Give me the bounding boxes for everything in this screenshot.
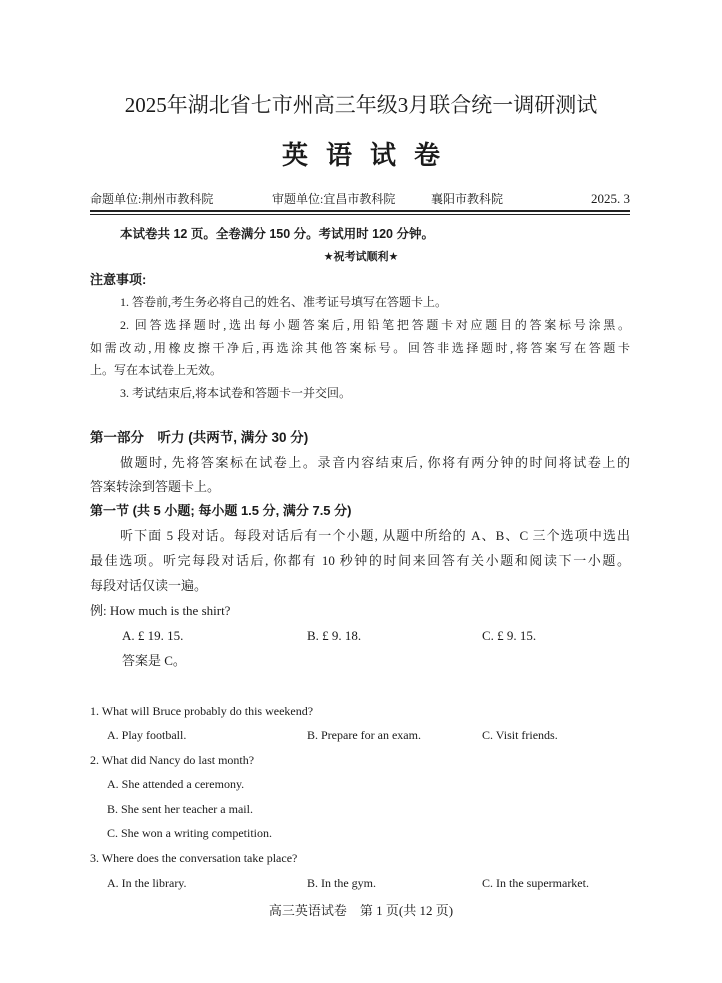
q1-option-a: A. Play football. — [107, 728, 187, 742]
q2-option-b: B. She sent her teacher a mail. — [107, 802, 253, 816]
part1-instruction-2: 答案转涂到答题卡上。 — [90, 479, 221, 494]
part1-heading: 第一部分 听力 (共两节, 满分 30 分) — [90, 430, 309, 445]
question-3: 3. Where does the conversation take place? — [90, 851, 298, 865]
q2-option-c: C. She won a writing competition. — [107, 826, 272, 840]
example-option-a: A. £ 19. 15. — [122, 628, 184, 643]
section1-instr-1: 听下面 5 段对话。每段对话后有一个小题, 从题中所给的 A、B、C 三个选项中选出 — [120, 528, 630, 543]
example-option-c: C. £ 9. 15. — [482, 628, 537, 643]
q1-option-b: B. Prepare for an exam. — [307, 728, 421, 742]
subject-title: 英语试卷 — [281, 141, 458, 170]
example-question: 例: How much is the shirt? — [90, 603, 231, 618]
part1-instruction-1: 做题时, 先将答案标在试卷上。录音内容结束后, 你将有两分钟的时间将试卷上的 — [120, 455, 630, 470]
setter-unit: 命题单位:荆州市教科院 — [90, 192, 214, 206]
good-luck-text: ★祝考试顺利★ — [323, 251, 399, 263]
q1-option-c: C. Visit friends. — [482, 728, 558, 742]
header-rule-thin — [90, 214, 630, 215]
question-1: 1. What will Bruce probably do this weekend? — [90, 704, 314, 718]
section1-instr-2: 最佳选项。听完每段对话后, 你都有 10 秒钟的时间来回答有关小题和阅读下一小题。 — [90, 553, 630, 568]
section1-instr-3: 每段对话仅读一遍。 — [90, 578, 208, 593]
note-2-line-2: 如需改动,用橡皮擦干净后,再选涂其他答案标号。回答非选择题时,将答案写在答题卡 — [90, 341, 630, 355]
note-2-line-3: 上。写在本试卷上无效。 — [90, 363, 223, 377]
reviewer-unit-2: 襄阳市教科院 — [431, 192, 504, 206]
exam-date: 2025. 3 — [591, 191, 630, 206]
q3-option-a: A. In the library. — [107, 876, 187, 890]
question-2: 2. What did Nancy do last month? — [90, 753, 255, 767]
exam-title: 2025年湖北省七市州高三年级3月联合统一调研测试 — [124, 93, 598, 117]
note-3: 3. 考试结束后,将本试卷和答题卡一并交回。 — [120, 386, 352, 400]
note-2-line-1: 2. 回答选择题时,选出每小题答案后,用铅笔把答题卡对应题目的答案标号涂黑。 — [120, 318, 630, 332]
example-answer: 答案是 C。 — [122, 653, 186, 668]
section1-heading: 第一节 (共 5 小题; 每小题 1.5 分, 满分 7.5 分) — [90, 503, 352, 518]
q2-option-a: A. She attended a ceremony. — [107, 777, 245, 791]
exam-summary: 本试卷共 12 页。全卷满分 150 分。考试用时 120 分钟。 — [120, 227, 434, 241]
reviewer-unit: 审题单位:宜昌市教科院 — [272, 192, 396, 206]
q3-option-b: B. In the gym. — [307, 876, 376, 890]
q3-option-c: C. In the supermarket. — [482, 876, 589, 890]
note-1: 1. 答卷前,考生务必将自己的姓名、准考证号填写在答题卡上。 — [120, 295, 448, 309]
page-footer: 高三英语试卷 第 1 页(共 12 页) — [268, 903, 454, 918]
header-rule — [90, 210, 630, 212]
notes-title: 注意事项: — [90, 272, 147, 287]
example-option-b: B. £ 9. 18. — [307, 628, 362, 643]
